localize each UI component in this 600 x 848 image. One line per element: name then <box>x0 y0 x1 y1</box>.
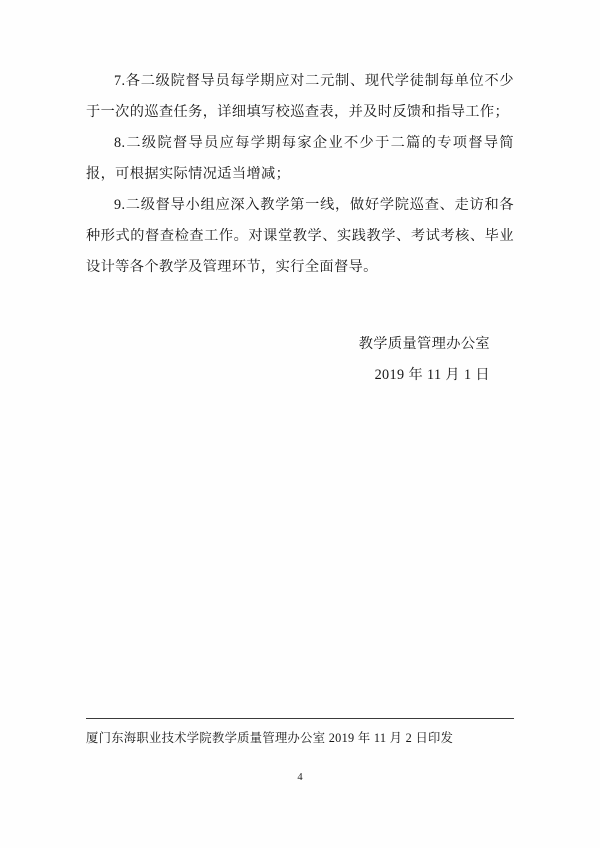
paragraph-7 <box>86 66 514 128</box>
paragraph-8-text: 8.二级院督导员应每学期每家企业不少于二篇的专项督导简报，可根据实际情况适当增减； <box>86 135 514 182</box>
footer-divider <box>86 718 514 719</box>
paragraph-8 <box>86 128 514 190</box>
page-number: 4 <box>297 772 303 783</box>
signature-office: 教学质量管理办公室 <box>358 336 490 352</box>
signature-block <box>86 329 514 391</box>
document-body <box>86 66 514 391</box>
signature-date: 2019 年 11 月 1 日 <box>374 367 490 383</box>
page-footer <box>86 718 514 746</box>
footer-text: 厦门东海职业技术学院教学质量管理办公室 2019 年 11 月 2 日印发 <box>86 731 454 745</box>
paragraph-9-text: 9.二级督导小组应深入教学第一线，做好学院巡查、走访和各种形式的督查检查工作。对课堂教学、实践教学、考试考核、毕业设计等各个教学及管理环节，实行全面督导。 <box>86 197 514 275</box>
paragraph-7-text: 7.各二级院督导员每学期应对二元制、现代学徒制每单位不少于一次的巡查任务，详细填写校巡查表，并及时反馈和指导工作； <box>86 73 514 120</box>
paragraph-9 <box>86 190 514 283</box>
